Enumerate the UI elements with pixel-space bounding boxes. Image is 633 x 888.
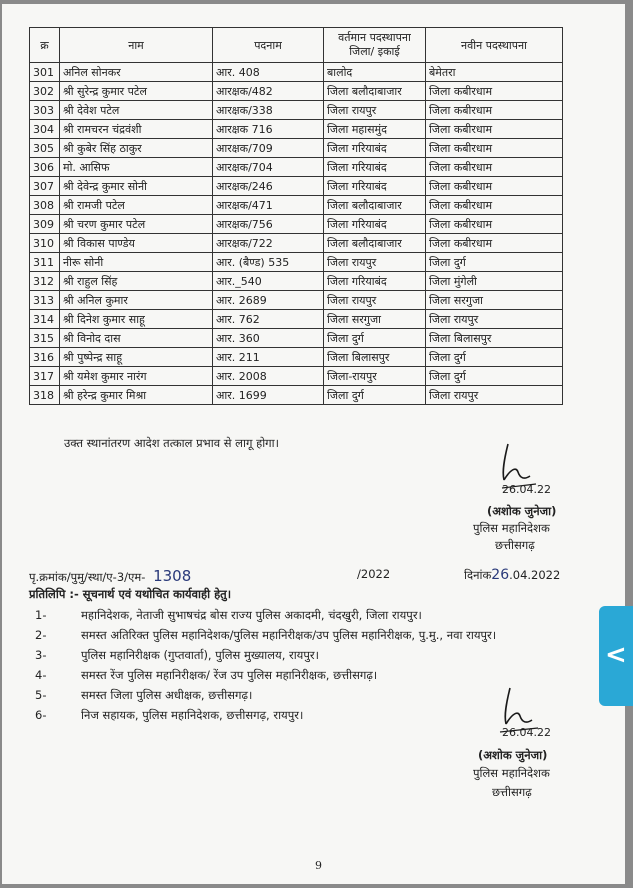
cell-serial: 317 — [30, 367, 60, 386]
table-row — [30, 63, 563, 82]
cell-designation: आर. 762 — [213, 310, 324, 329]
cell-serial: 302 — [30, 82, 60, 101]
cell-current-posting: जिला दुर्ग — [324, 329, 426, 348]
cell-serial: 318 — [30, 386, 60, 405]
recipient-text: महानिदेशक, नेताजी सुभाषचंद्र बोस राज्य पुलिस अकादमी, चंदखुरी, जिला रायपुर। — [81, 608, 422, 622]
cell-current-posting: जिला रायपुर — [324, 101, 426, 120]
cell-name: श्री राहुल सिंह — [60, 272, 213, 291]
cell-new-posting: जिला रायपुर — [426, 386, 563, 405]
recipient-item — [35, 668, 377, 683]
cell-name: श्री देवेन्द्र कुमार सोनी — [60, 177, 213, 196]
cell-new-posting: जिला कबीरधाम — [426, 101, 563, 120]
recipient-item — [35, 608, 422, 623]
effect-note: उक्त स्थानांतरण आदेश तत्काल प्रभाव से लागू होगा। — [64, 436, 279, 450]
cell-designation: आरक्षक/709 — [213, 139, 324, 158]
recipient-item — [35, 708, 303, 723]
cell-serial: 314 — [30, 310, 60, 329]
cell-current-posting: जिला रायपुर — [324, 291, 426, 310]
cell-name: श्री रामजी पटेल — [60, 196, 213, 215]
recipient-item — [35, 648, 319, 663]
cell-new-posting: जिला दुर्ग — [426, 367, 563, 386]
table-row — [30, 272, 563, 291]
recipient-number: 1- — [35, 608, 47, 622]
cell-serial: 316 — [30, 348, 60, 367]
cell-serial: 305 — [30, 139, 60, 158]
document-page — [2, 4, 625, 884]
recipient-text: समस्त जिला पुलिस अधीक्षक, छत्तीसगढ़। — [81, 688, 253, 702]
cell-current-posting: जिला-रायपुर — [324, 367, 426, 386]
table-row — [30, 234, 563, 253]
cell-serial: 306 — [30, 158, 60, 177]
signature-2-state: छत्तीसगढ़ — [492, 785, 532, 799]
table-row — [30, 177, 563, 196]
cell-designation: आर. 408 — [213, 63, 324, 82]
cell-designation: आर. 360 — [213, 329, 324, 348]
cell-current-posting: जिला दुर्ग — [324, 386, 426, 405]
cell-new-posting: जिला कबीरधाम — [426, 215, 563, 234]
order-number: 1308 — [153, 567, 192, 585]
table-row — [30, 329, 563, 348]
cell-current-posting: जिला बलौदाबाजार — [324, 196, 426, 215]
cell-new-posting: जिला रायपुर — [426, 310, 563, 329]
table-row — [30, 367, 563, 386]
recipient-text: पुलिस महानिरीक्षक (गुप्तवार्ता), पुलिस मुख्यालय, रायपुर। — [81, 648, 319, 662]
cell-new-posting: जिला कबीरधाम — [426, 196, 563, 215]
cell-serial: 313 — [30, 291, 60, 310]
cell-current-posting: जिला गरियाबंद — [324, 272, 426, 291]
cell-serial: 315 — [30, 329, 60, 348]
order-reference — [29, 567, 191, 585]
cell-name: श्री पुष्पेन्द्र साहू — [60, 348, 213, 367]
cell-current-posting: जिला सरगुजा — [324, 310, 426, 329]
recipient-text: समस्त अतिरिक्त पुलिस महानिदेशक/पुलिस महानिरीक्षक/उप पुलिस महानिरीक्षक, पु.मु., नवा रायपुर। — [81, 628, 497, 642]
cell-name: श्री विकास पाण्डेय — [60, 234, 213, 253]
cell-name: श्री रामचरन चंद्रवंशी — [60, 120, 213, 139]
order-date-day: 26 — [491, 567, 510, 583]
cell-serial: 311 — [30, 253, 60, 272]
header-name: नाम — [60, 28, 213, 63]
order-year: /2022 — [357, 567, 391, 581]
cell-current-posting: जिला बलौदाबाजार — [324, 234, 426, 253]
cell-designation: आर. 2689 — [213, 291, 324, 310]
order-date-rest: .04.2022 — [509, 568, 561, 582]
cell-current-posting: जिला बिलासपुर — [324, 348, 426, 367]
signature-1-state: छत्तीसगढ़ — [495, 538, 535, 552]
cell-new-posting: जिला सरगुजा — [426, 291, 563, 310]
cell-name: श्री चरण कुमार पटेल — [60, 215, 213, 234]
page-number: 9 — [315, 859, 322, 872]
cell-current-posting: जिला रायपुर — [324, 253, 426, 272]
header-serial: क्र — [30, 28, 60, 63]
signature-2-designation: पुलिस महानिदेशक — [473, 766, 550, 780]
order-prefix: पृ.क्रमांक/पुमु/स्था/ए-3/एम- — [29, 570, 146, 584]
signature-1-name: (अशोक जुनेजा) — [487, 504, 557, 518]
table-header-row — [30, 28, 563, 63]
cell-name: श्री सुरेन्द्र कुमार पटेल — [60, 82, 213, 101]
table-row — [30, 82, 563, 101]
cell-designation: आर. 211 — [213, 348, 324, 367]
cell-name: नीरू सोनी — [60, 253, 213, 272]
cell-name: श्री कुबेर सिंह ठाकुर — [60, 139, 213, 158]
cell-new-posting: जिला कबीरधाम — [426, 177, 563, 196]
cell-name: श्री विनोद दास — [60, 329, 213, 348]
table-row — [30, 291, 563, 310]
table-row — [30, 310, 563, 329]
order-date-label: दिनांक — [464, 568, 492, 582]
cell-name: श्री हरेन्द्र कुमार मिश्रा — [60, 386, 213, 405]
cell-serial: 310 — [30, 234, 60, 253]
recipient-number: 6- — [35, 708, 47, 722]
header-designation: पदनाम — [213, 28, 324, 63]
cell-name: श्री यमेश कुमार नारंग — [60, 367, 213, 386]
cell-current-posting: जिला बलौदाबाजार — [324, 82, 426, 101]
recipient-item — [35, 688, 252, 703]
cell-current-posting: बालोद — [324, 63, 426, 82]
cell-designation: आरक्षक/722 — [213, 234, 324, 253]
cell-designation: आरक्षक/246 — [213, 177, 324, 196]
cell-new-posting: जिला बिलासपुर — [426, 329, 563, 348]
cell-name: श्री दिनेश कुमार साहू — [60, 310, 213, 329]
cell-new-posting: जिला दुर्ग — [426, 348, 563, 367]
table-row — [30, 386, 563, 405]
cell-designation: आरक्षक 716 — [213, 120, 324, 139]
cell-designation: आरक्षक/482 — [213, 82, 324, 101]
table-row — [30, 253, 563, 272]
cell-designation: आर. 1699 — [213, 386, 324, 405]
order-date — [464, 567, 560, 583]
cell-designation: आरक्षक/471 — [213, 196, 324, 215]
cell-new-posting: जिला दुर्ग — [426, 253, 563, 272]
cell-designation: आरक्षक/704 — [213, 158, 324, 177]
cell-new-posting: जिला मुंगेली — [426, 272, 563, 291]
cell-designation: आरक्षक/756 — [213, 215, 324, 234]
cell-designation: आरक्षक/338 — [213, 101, 324, 120]
cell-new-posting: बेमेतरा — [426, 63, 563, 82]
cell-current-posting: जिला गरियाबंद — [324, 177, 426, 196]
recipient-number: 4- — [35, 668, 47, 682]
signature-2-date: 26.04.22 — [502, 726, 551, 739]
table-row — [30, 101, 563, 120]
recipient-text: समस्त रेंज पुलिस महानिरीक्षक/ रेंज उप पुलिस महानिरीक्षक, छत्तीसगढ़। — [81, 668, 378, 682]
recipient-text: निज सहायक, पुलिस महानिदेशक, छत्तीसगढ़, रायपुर। — [81, 708, 304, 722]
share-icon: < — [605, 640, 627, 670]
signature-1-designation: पुलिस महानिदेशक — [473, 521, 550, 535]
signature-2-name: (अशोक जुनेजा) — [478, 748, 548, 762]
copy-line: प्रतिलिपि :- सूचनार्थ एवं यथोचित कार्यवाही हेतु। — [29, 587, 232, 601]
recipient-number: 3- — [35, 648, 47, 662]
recipient-item — [35, 628, 496, 643]
cell-designation: आर. (बैण्ड) 535 — [213, 253, 324, 272]
cell-serial: 308 — [30, 196, 60, 215]
table-row — [30, 196, 563, 215]
cell-serial: 303 — [30, 101, 60, 120]
table-row — [30, 139, 563, 158]
cell-current-posting: जिला महासमुंद — [324, 120, 426, 139]
cell-serial: 301 — [30, 63, 60, 82]
cell-serial: 304 — [30, 120, 60, 139]
cell-designation: आर. 2008 — [213, 367, 324, 386]
cell-current-posting: जिला गरियाबंद — [324, 139, 426, 158]
cell-new-posting: जिला कबीरधाम — [426, 158, 563, 177]
cell-serial: 312 — [30, 272, 60, 291]
header-current-posting: वर्तमान पदस्थापना जिला/ इकाई — [324, 28, 426, 63]
signature-1-date: 26.04.22 — [502, 483, 551, 496]
recipient-number: 2- — [35, 628, 47, 642]
cell-name: मो. आसिफ — [60, 158, 213, 177]
cell-new-posting: जिला कबीरधाम — [426, 234, 563, 253]
transfer-table — [29, 27, 563, 405]
cell-new-posting: जिला कबीरधाम — [426, 120, 563, 139]
cell-current-posting: जिला गरियाबंद — [324, 158, 426, 177]
cell-designation: आर._540 — [213, 272, 324, 291]
cell-name: अनिल सोनकर — [60, 63, 213, 82]
cell-new-posting: जिला कबीरधाम — [426, 139, 563, 158]
cell-serial: 309 — [30, 215, 60, 234]
cell-current-posting: जिला गरियाबंद — [324, 215, 426, 234]
share-button[interactable] — [599, 606, 633, 706]
recipient-number: 5- — [35, 688, 47, 702]
table-row — [30, 348, 563, 367]
cell-serial: 307 — [30, 177, 60, 196]
table-row — [30, 158, 563, 177]
cell-new-posting: जिला कबीरधाम — [426, 82, 563, 101]
cell-name: श्री अनिल कुमार — [60, 291, 213, 310]
table-row — [30, 120, 563, 139]
header-new-posting: नवीन पदस्थापना — [426, 28, 563, 63]
cell-name: श्री देवेश पटेल — [60, 101, 213, 120]
table-row — [30, 215, 563, 234]
